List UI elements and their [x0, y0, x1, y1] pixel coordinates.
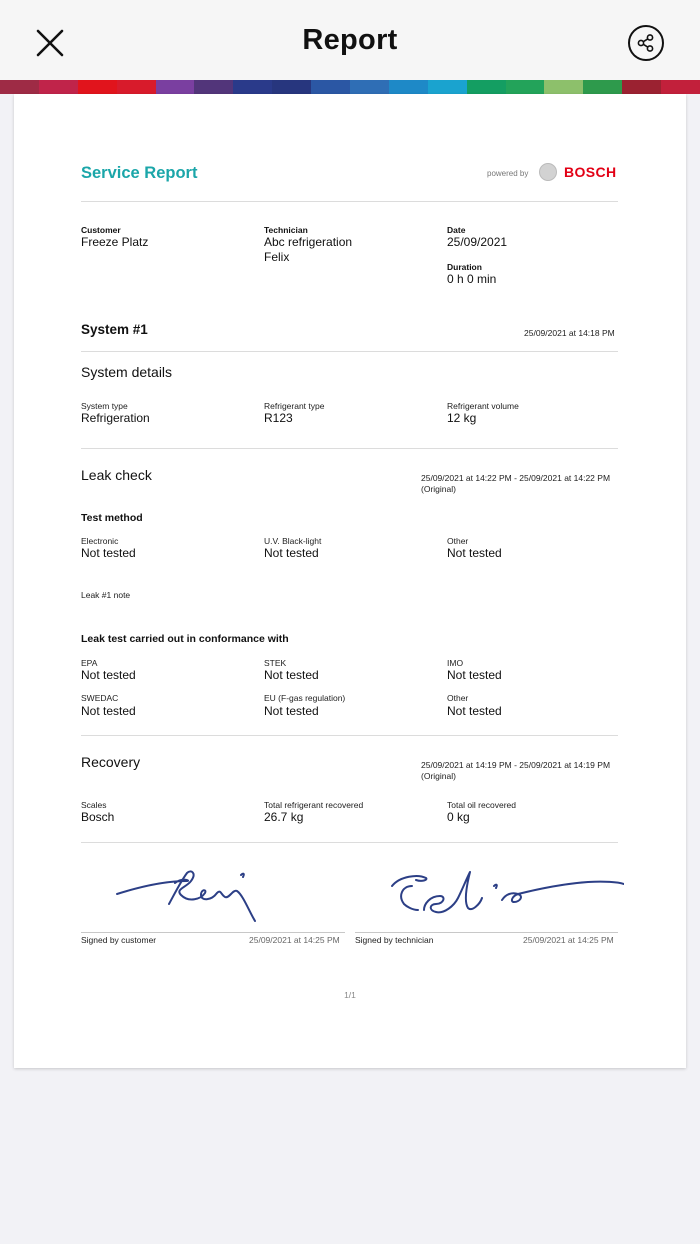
duration-value: 0 h 0 min [447, 272, 497, 286]
stripe-segment [622, 80, 661, 94]
refrigerant-recovered-value: 26.7 kg [264, 810, 304, 824]
duration-label: Duration [447, 262, 482, 272]
conformance-value: Not tested [81, 704, 136, 718]
stripe-segment [544, 80, 583, 94]
leak-check-title: Leak check [81, 467, 152, 483]
page-title: Report [302, 24, 398, 56]
customer-signed-time: 25/09/2021 at 14:25 PM [249, 935, 340, 945]
stripe-segment [350, 80, 389, 94]
stripe-segment [78, 80, 117, 94]
powered-by-text: powered by [487, 169, 529, 178]
customer-signature [109, 859, 279, 929]
method-value: Not tested [447, 546, 502, 560]
scales-label: Scales [81, 800, 107, 810]
stripe-segment [467, 80, 506, 94]
share-icon [636, 33, 656, 53]
conformance-label: IMO [447, 658, 464, 668]
stripe-segment [389, 80, 428, 94]
customer-value: Freeze Platz [81, 235, 149, 249]
method-label: Electronic [81, 536, 119, 546]
brand-name: BOSCH [564, 164, 617, 180]
divider [81, 448, 618, 449]
stripe-segment [583, 80, 622, 94]
refrigerant-volume-label: Refrigerant volume [447, 401, 519, 411]
report-title: Service Report [81, 164, 198, 182]
nav-bar [0, 0, 700, 80]
method-value: Not tested [264, 546, 319, 560]
system-timestamp: 25/09/2021 at 14:18 PM [524, 328, 615, 338]
oil-recovered-label: Total oil recovered [447, 800, 516, 810]
conformance-label: EPA [81, 658, 98, 668]
recovery-title: Recovery [81, 754, 141, 770]
customer-label: Customer [81, 225, 121, 235]
divider [81, 351, 618, 352]
technician-label: Technician [264, 225, 308, 235]
stripe-segment [272, 80, 311, 94]
stripe-segment [0, 80, 39, 94]
stripe-segment [506, 80, 545, 94]
leak-check-time-range: 25/09/2021 at 14:22 PM - 25/09/2021 at 14:22 PM [421, 473, 611, 483]
conformance-label: Other [447, 693, 469, 703]
conformance-title: Leak test carried out in conformance with [81, 633, 289, 645]
scales-value: Bosch [81, 810, 115, 824]
system-type-value: Refrigeration [81, 411, 150, 425]
technician-company: Abc refrigeration [264, 235, 353, 249]
stripe-segment [311, 80, 350, 94]
page-number: 1/1 [344, 990, 356, 1000]
conformance-value: Not tested [447, 704, 502, 718]
conformance-label: STEK [264, 658, 287, 668]
system-type-label: System type [81, 401, 128, 411]
divider [81, 842, 618, 843]
conformance-label: EU (F-gas regulation) [264, 693, 346, 703]
date-value: 25/09/2021 [447, 235, 508, 249]
conformance-label: SWEDAC [81, 693, 119, 703]
system-title: System #1 [81, 322, 148, 337]
technician-name: Felix [264, 250, 290, 264]
report-document[interactable] [14, 94, 686, 1068]
share-button[interactable] [628, 25, 664, 61]
test-method-title: Test method [81, 512, 143, 524]
leak-note: Leak #1 note [81, 590, 131, 600]
signed-by-customer-label: Signed by customer [81, 935, 157, 945]
refrigerant-recovered-label: Total refrigerant recovered [264, 800, 364, 810]
brand-color-stripe [0, 80, 700, 94]
refrigerant-type-value: R123 [264, 411, 293, 425]
conformance-value: Not tested [264, 704, 319, 718]
leak-check-origin: (Original) [421, 484, 456, 494]
technician-signature-line [355, 932, 618, 933]
method-label: U.V. Black-light [264, 536, 322, 546]
divider [81, 735, 618, 736]
recovery-origin: (Original) [421, 771, 456, 781]
refrigerant-volume-value: 12 kg [447, 411, 477, 425]
recovery-time-range: 25/09/2021 at 14:19 PM - 25/09/2021 at 14:19 PM [421, 760, 611, 770]
stripe-segment [194, 80, 233, 94]
stripe-segment [117, 80, 156, 94]
stripe-segment [428, 80, 467, 94]
date-label: Date [447, 225, 466, 235]
system-details-title: System details [81, 364, 173, 380]
signed-by-technician-label: Signed by technician [355, 935, 434, 945]
stripe-segment [39, 80, 78, 94]
refrigerant-type-label: Refrigerant type [264, 401, 325, 411]
stripe-segment [156, 80, 195, 94]
technician-signature [384, 864, 624, 924]
stripe-segment [233, 80, 272, 94]
oil-recovered-value: 0 kg [447, 810, 470, 824]
conformance-value: Not tested [81, 668, 136, 682]
stripe-segment [661, 80, 700, 94]
customer-signature-line [81, 932, 345, 933]
method-label: Other [447, 536, 469, 546]
conformance-value: Not tested [447, 668, 502, 682]
method-value: Not tested [81, 546, 136, 560]
bosch-logo-icon [539, 163, 557, 181]
technician-signed-time: 25/09/2021 at 14:25 PM [523, 935, 614, 945]
conformance-value: Not tested [264, 668, 319, 682]
divider [81, 201, 618, 202]
